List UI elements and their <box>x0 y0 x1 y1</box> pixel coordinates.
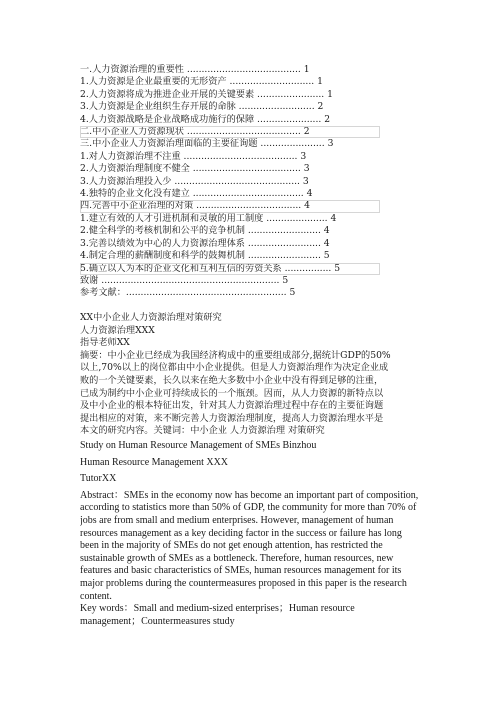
abstract-line: 及中小企业的根本特征出发，针对其人力资源治理过程中存在的主要征询题 <box>80 400 384 412</box>
toc-entry[interactable]: 一.人力资源治理的重要性 ....................................... 1 <box>80 64 310 75</box>
abstract-line-en: features and basic characteristics of SMEs, human resources management for its <box>80 565 402 577</box>
toc-entry[interactable]: 四.完善中小企业治理的对策 .................................... 4 <box>80 200 380 212</box>
toc-entry[interactable]: 致谢 ............................................................. 5 <box>80 274 289 286</box>
advisor-line: 指导老师XX <box>80 337 130 349</box>
chinese-section <box>80 312 420 438</box>
paper-title-en: Study on Human Resource Management of SMEs Binzhou <box>80 440 317 451</box>
table-of-contents <box>80 64 380 300</box>
abstract-line-en: content. <box>80 590 112 602</box>
toc-entry[interactable]: 2.人力资源治理制度不健全 ..................................... 3 <box>80 163 310 175</box>
toc-entry[interactable]: 参考文献：....................................................... 5 <box>80 287 296 299</box>
toc-entry[interactable]: 2.健全科学的考核机制和公平的竞争机制 ......................... 4 <box>80 225 330 237</box>
abstract-line-en: according to statistics more than 50% of GDP, the community for more than 70% of <box>80 502 417 514</box>
abstract-line: 已成为制约中小企业可持续成长的一个瓶颈。因而，从人力资源的新特点以 <box>80 387 384 399</box>
toc-entry[interactable]: 1.建立有效的人才引进机制和灵敏的用工制度 ..................... 4 <box>80 212 337 224</box>
toc-entry[interactable]: 二.中小企业人力资源现状 ....................................... 2 <box>80 126 380 138</box>
keywords-line-en: Key words：Small and medium-sized enterprises；Human resource <box>80 603 355 615</box>
toc-entry[interactable]: 三.中小企业人力资源治理面临的主要征询题 ...................... 3 <box>80 138 334 150</box>
abstract-line-en: been in the majority of SMEs do not get enough attention, has restricted the <box>80 540 383 552</box>
abstract-line-en: resources management as a key deciding factor in the success or failure has long <box>80 527 402 539</box>
keywords-line-en: management；Countermeasures study <box>80 615 235 627</box>
toc-entry[interactable]: 2.人力资源将成为推进企业开展的关键要素 ....................... 1 <box>80 88 333 100</box>
toc-entry[interactable]: 3.人力资源是企业组织生存开展的命脉 .......................... 2 <box>80 101 324 113</box>
toc-entry[interactable]: 4.制定合理的薪酬制度和科学的鼓舞机制 ......................... 5 <box>80 250 330 262</box>
toc-entry[interactable]: 3.完善以绩效为中心的人力资源治理体系 ......................... 4 <box>80 237 330 249</box>
keywords-line: 本文的研究内容。关键词：中小企业 人力资源治理 对策研究 <box>80 425 325 437</box>
toc-entry[interactable]: 4.人力资源战略是企业战略成功施行的保障 ...................... 2 <box>80 113 331 125</box>
author-line-en: Human Resource Management XXX <box>80 456 229 468</box>
english-section <box>80 440 420 628</box>
abstract-line-en: sustainable growth of SMEs as a bottleneck. Therefore, human resources, new <box>80 552 394 564</box>
abstract-line-en: Abstract：SMEs in the economy now has become an important part of composition, <box>80 489 419 501</box>
toc-entry[interactable]: 5.确立以人为本的企业文化和互利互信的劳资关系 ................ 5 <box>80 263 380 275</box>
abstract-line: 以上,70%以上的岗位都由中小企业提供。但是人力资源治理作为决定企业成 <box>80 362 389 374</box>
abstract-line: 败的一个关键要素，长久以来在绝大多数中小企业中没有得到足够的注重， <box>80 374 384 386</box>
author-line: 人力资源治理XXX <box>80 324 155 336</box>
toc-entry[interactable]: 4.独特的企业文化没有建立 ...................................... 4 <box>80 188 313 200</box>
toc-entry[interactable]: 3.人力资源治理投入少 ........................................... 3 <box>80 175 309 187</box>
advisor-line-en: TutorXX <box>80 473 117 485</box>
abstract-line-en: jobs are from small and medium enterprises. However, management of human <box>80 514 394 526</box>
toc-entry[interactable]: 1.对人力资源治理不注重 ....................................... 3 <box>80 150 307 162</box>
abstract-line-en: major problems during the countermeasures proposed in this paper is the research <box>80 577 407 589</box>
paper-title: XX中小企业人力资源治理对策研究 <box>80 312 222 323</box>
abstract-line: 摘要：中小企业已经成为我国经济构成中的重要组成部分,据统计GDP的50% <box>80 349 391 361</box>
toc-entry[interactable]: 1.人力资源是企业最重要的无形资产 ............................. 1 <box>80 76 323 88</box>
abstract-line: 提出相应的对策，来不断完善人力资源治理制度，提高人力资源治理水平是 <box>80 412 384 424</box>
